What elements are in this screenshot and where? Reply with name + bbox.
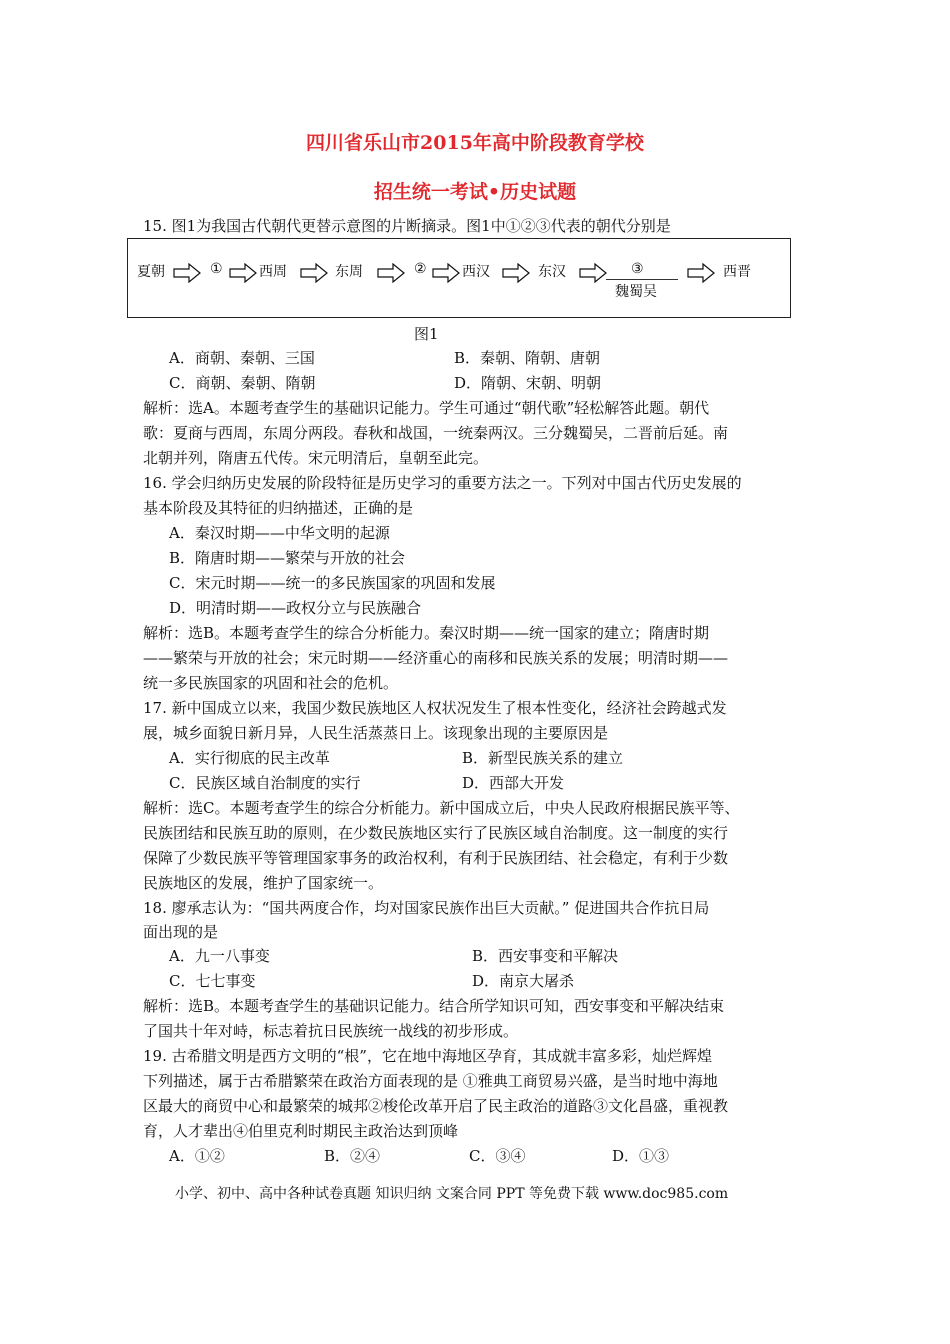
diagram-node-2: ② [414, 261, 427, 277]
q18-option-a: A．九一八事变 [169, 947, 270, 965]
q18-option-c: C．七七事变 [169, 972, 256, 990]
q17-analysis-line: 保障了少数民族平等管理国家事务的政治权利，有利于民族团结、社会稳定，有利于少数 [143, 849, 729, 867]
q16-stem-line: 16. 学会归纳历史发展的阶段特征是历史学习的重要方法之一。下列对中国古代历史发展的 [143, 474, 742, 492]
diagram-node-xihan: 西汉 [462, 264, 490, 280]
q18-stem-line: 面出现的是 [143, 923, 219, 941]
q18-option-d: D．南京大屠杀 [472, 972, 575, 990]
arrow-icon [173, 263, 201, 283]
q15-option-d: D．隋朝、宋朝、明朝 [454, 374, 602, 392]
diagram-node-3-sub: 魏蜀吴 [615, 284, 657, 300]
q16-analysis-line: 解析：选B。本题考查学生的综合分析能力。秦汉时期——统一国家的建立；隋唐时期 [143, 624, 710, 642]
page-title-line1: 四川省乐山市2015年高中阶段教育学校 [306, 132, 644, 154]
q16-analysis-line: 统一多民族国家的巩固和社会的危机。 [143, 674, 399, 692]
arrow-icon [579, 263, 607, 283]
diagram-node-xizhou: 西周 [259, 264, 287, 280]
q17-stem-line: 展，城乡面貌日新月异，人民生活蒸蒸日上。该现象出现的主要原因是 [143, 724, 609, 742]
diagram-node-donghan: 东汉 [538, 264, 566, 280]
q19-stem-line: 下列描述，属于古希腊繁荣在政治方面表现的是 ①雅典工商贸易兴盛，是当时地中海地 [143, 1072, 718, 1090]
arrow-icon [300, 263, 328, 283]
q15-analysis-line: 歌：夏商与西周，东周分两段。春秋和战国，一统秦两汉。三分魏蜀吴，二晋前后延。南 [143, 424, 729, 442]
q17-analysis-line: 解析：选C。本题考查学生的综合分析能力。新中国成立后，中央人民政府根据民族平等、 [143, 799, 740, 817]
arrow-icon [687, 263, 715, 283]
q17-analysis-line: 民族团结和民族互助的原则，在少数民族地区实行了民族区域自治制度。这一制度的实行 [143, 824, 729, 842]
diagram-node-dongzhou: 东周 [335, 264, 363, 280]
q17-option-c: C．民族区域自治制度的实行 [169, 774, 361, 792]
page-footer: 小学、初中、高中各种试卷真题 知识归纳 文案合同 PPT 等免费下载 www.doc985.com [175, 1186, 729, 1202]
dynasty-diagram [127, 238, 791, 318]
page-title-line2: 招生统一考试•历史试题 [373, 181, 577, 203]
q17-analysis-line: 民族地区的发展，维护了国家统一。 [143, 874, 384, 892]
q16-stem-line: 基本阶段及其特征的归纳描述，正确的是 [143, 499, 414, 517]
q18-analysis-line: 解析：选B。本题考查学生的基础识记能力。结合所学知识可知，西安事变和平解决结束 [143, 997, 725, 1015]
arrow-icon [377, 263, 405, 283]
q18-stem-line: 18. 廖承志认为：“国共两度合作，均对国家民族作出巨大贡献。” 促进国共合作抗日局 [143, 899, 710, 917]
diagram-node-xia: 夏朝 [137, 264, 165, 280]
diagram-node-1: ① [210, 261, 223, 277]
diagram-divider-line [606, 279, 678, 280]
q19-option-a: A．①② [169, 1147, 225, 1165]
q16-option-a: A．秦汉时期——中华文明的起源 [169, 524, 390, 542]
q17-option-d: D．西部大开发 [462, 774, 565, 792]
q15-option-b: B．秦朝、隋朝、唐朝 [454, 349, 601, 367]
q15-option-c: C．商朝、秦朝、隋朝 [169, 374, 316, 392]
q15-stem: 15. 图1为我国古代朝代更替示意图的片断摘录。图1中①②③代表的朝代分别是 [143, 217, 671, 235]
diagram-node-3: ③ [631, 261, 644, 277]
q19-option-d: D．①③ [612, 1147, 670, 1165]
diagram-node-xijin: 西晋 [723, 264, 751, 280]
q15-analysis-line: 北朝并列，隋唐五代传。宋元明清后，皇朝至此完。 [143, 449, 489, 467]
figure-caption: 图1 [414, 325, 439, 343]
q19-stem-line: 19. 古希腊文明是西方文明的“根”，它在地中海地区孕育，其成就丰富多彩，灿烂辉煌 [143, 1047, 712, 1065]
q19-stem-line: 区最大的商贸中心和最繁荣的城邦②梭伦改革开启了民主政治的道路③文化昌盛，重视教 [143, 1097, 729, 1115]
q17-option-b: B．新型民族关系的建立 [462, 749, 624, 767]
arrow-icon [432, 263, 460, 283]
arrow-icon [229, 263, 257, 283]
q19-option-b: B．②④ [324, 1147, 381, 1165]
arrow-icon [502, 263, 530, 283]
q19-stem-line: 育，人才辈出④伯里克利时期民主政治达到顶峰 [143, 1122, 459, 1140]
q15-analysis-line: 解析：选A。本题考查学生的基础识记能力。学生可通过“朝代歌”轻松解答此题。朝代 [143, 399, 710, 417]
q18-option-b: B．西安事变和平解决 [472, 947, 619, 965]
q18-analysis-line: 了国共十年对峙，标志着抗日民族统一战线的初步形成。 [143, 1022, 519, 1040]
q16-analysis-line: ——繁荣与开放的社会；宋元时期——经济重心的南移和民族关系的发展；明清时期—— [143, 649, 729, 667]
q17-stem-line: 17. 新中国成立以来，我国少数民族地区人权状况发生了根本性变化，经济社会跨越式发 [143, 699, 727, 717]
q17-option-a: A．实行彻底的民主改革 [169, 749, 330, 767]
q16-option-b: B．隋唐时期——繁荣与开放的社会 [169, 549, 406, 567]
q19-option-c: C．③④ [469, 1147, 526, 1165]
q15-option-a: A．商朝、秦朝、三国 [169, 349, 315, 367]
q16-option-c: C．宋元时期——统一的多民族国家的巩固和发展 [169, 574, 496, 592]
q16-option-d: D．明清时期——政权分立与民族融合 [169, 599, 422, 617]
